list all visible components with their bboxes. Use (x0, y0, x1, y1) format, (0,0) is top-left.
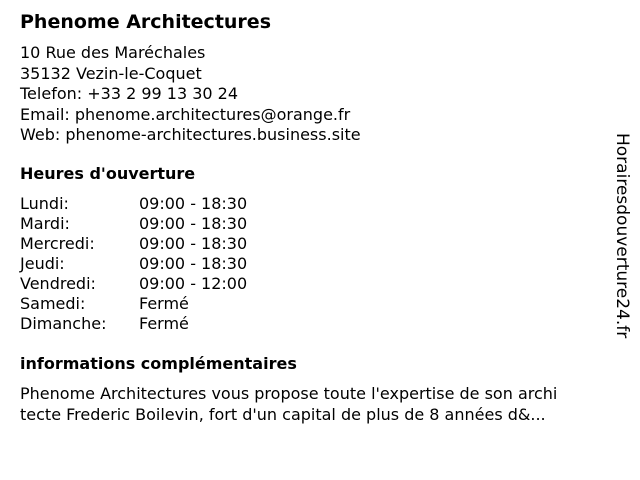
email-address[interactable]: Email: phenome.architectures@orange.fr (20, 104, 351, 124)
site-watermark: Horairesdouverture24.fr (612, 133, 632, 339)
hours-row-wednesday (20, 234, 247, 254)
street-address: 10 Rue des Maréchales (20, 43, 206, 62)
day-label: Mardi: (20, 214, 70, 233)
hours-row-tuesday (20, 214, 247, 234)
day-label: Jeudi: (20, 254, 65, 273)
business-description (20, 383, 600, 425)
additional-info-heading: informations complémentaires (20, 354, 297, 373)
time-value: 09:00 - 12:00 (139, 274, 248, 293)
day-label: Dimanche: (20, 314, 107, 333)
opening-hours-heading: Heures d'ouverture (20, 164, 196, 183)
day-label: Samedi: (20, 294, 86, 313)
hours-row-monday (20, 194, 247, 214)
time-value: 09:00 - 18:30 (139, 254, 248, 273)
hours-row-friday (20, 274, 247, 294)
time-value: Fermé (139, 294, 189, 313)
contact-block (20, 43, 361, 146)
hours-row-saturday (20, 294, 247, 314)
description-line: Phenome Architectures vous propose toute l'expertise de son archi (20, 384, 558, 403)
business-name: Phenome Architectures (20, 11, 271, 33)
hours-row-thursday (20, 254, 247, 274)
hours-row-sunday (20, 314, 247, 334)
opening-hours-table (20, 194, 247, 334)
description-line: tecte Frederic Boilevin, fort d'un capital de plus de 8 années d&... (20, 405, 546, 424)
time-value: Fermé (139, 314, 189, 333)
time-value: 09:00 - 18:30 (139, 194, 248, 213)
website-link[interactable]: Web: phenome-architectures.business.site (20, 125, 361, 144)
time-value: 09:00 - 18:30 (139, 214, 248, 233)
time-value: 09:00 - 18:30 (139, 234, 248, 253)
day-label: Lundi: (20, 194, 69, 213)
city-address: 35132 Vezin-le-Coquet (20, 63, 202, 83)
phone-number[interactable]: Telefon: +33 2 99 13 30 24 (20, 84, 239, 103)
day-label: Mercredi: (20, 234, 95, 253)
day-label: Vendredi: (20, 274, 96, 293)
